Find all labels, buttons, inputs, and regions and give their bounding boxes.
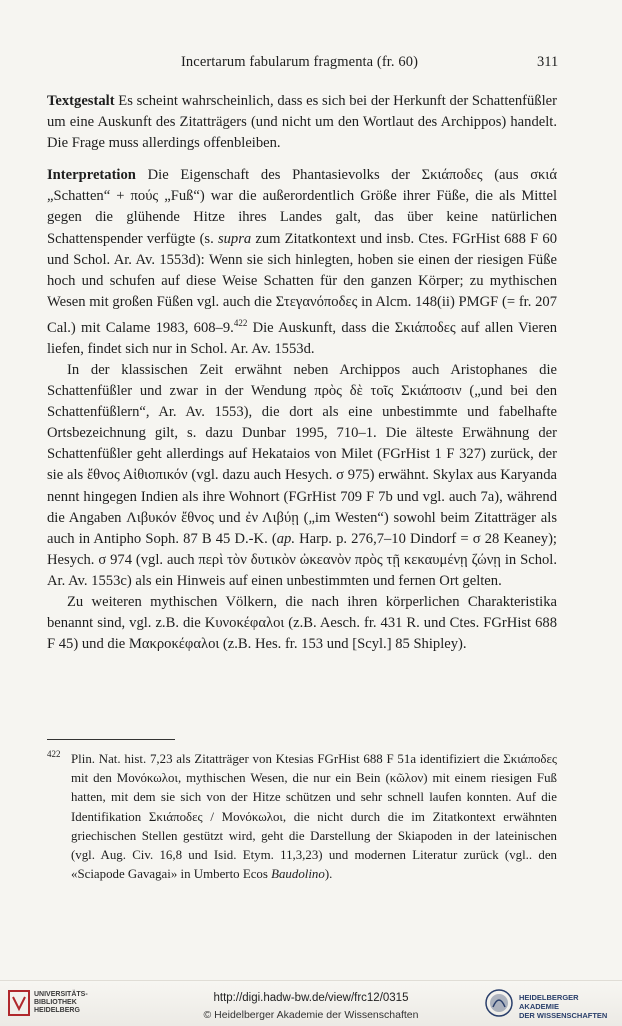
footnote-ref[interactable]: 422	[233, 317, 248, 328]
interpretation-text-a: Die Eigenschaft des Phantasievolks der Σκιάποδες (aus σκιά „Schatten“ + πούς „Fuß“) war die außerordentlich Größe ihrer Füße, die als Mittel gegen die glühende Hitze ihres Landes galt, das über keine natürlichen Schattenspender verfügte (s.	[47, 167, 557, 247]
academy-name[interactable]	[519, 993, 619, 1020]
paragraph-interpretation-1	[47, 165, 557, 360]
footnote-italic-title: Baudolino	[271, 867, 325, 882]
page-number: 311	[537, 54, 559, 70]
copyright: © Heidelberger Akademie der Wissenschaften	[203, 1009, 419, 1021]
footnote-number: 422	[47, 749, 61, 759]
library-line-2: BIBLIOTHEK	[34, 999, 77, 1006]
interpretation-text-c: Die Auskunft, dass die Σκιάποδες auf allen Vieren liefen, findet sich nur in Schol. Ar. Av. 1553d.	[47, 319, 557, 357]
section-heading-textgestalt: Textgestalt	[47, 93, 115, 109]
viewer-footer	[0, 980, 622, 1026]
library-line-1: UNIVERSITÄTS-	[34, 991, 88, 998]
footnote-divider	[47, 739, 175, 740]
running-head	[0, 54, 622, 74]
interpretation-text-b: zum Zitatkontext und insb. Ctes. FGrHist 688 F 60 und Schol. Ar. Av. 1553d): Wenn sie sich hinlegten, hoben sie einen der riesigen Füße hoch und schufen auf diese Weise Schatten für den ganzen Körper; zu mythischen Wesen mit großen Füßen vgl. auch die Στεγανόποδες in Alcm. 148(ii) PMGF (= fr. 207 Cal.) mit Calame 1983, 608–9.	[47, 230, 557, 336]
academy-line-1: HEIDELBERGER AKADEMIE	[519, 993, 579, 1011]
permalink[interactable]: http://digi.hadw-bw.de/view/frc12/0315	[213, 992, 409, 1004]
paragraph-interpretation-3: Zu weiteren mythischen Völkern, die nach ihren körperlichen Charakteristika benannt sind, vgl. z.B. die Κυνοκέφαλοι (z.B. Aesch. fr. 431 R. und Ctes. FGrHist 688 F 45) und die Μακροκέφαλοι (z.B. Hes. fr. 153 und [Scyl.] 85 Shipley).	[47, 594, 557, 653]
footnote-text	[71, 750, 557, 884]
paragraph-textgestalt	[47, 91, 557, 154]
footnote	[47, 750, 557, 884]
academy-logo-icon[interactable]	[484, 987, 514, 1019]
paragraph-interpretation-2	[47, 360, 557, 592]
main-text	[47, 91, 557, 655]
footnote-text-b: ).	[324, 867, 333, 882]
running-title: Incertarum fabularum fragmenta (fr. 60)	[181, 54, 418, 70]
ap-italic: ap.	[276, 530, 295, 547]
textgestalt-text: Es scheint wahrscheinlich, dass es sich bei der Herkunft der Schattenfüßler um eine Auskunft des Zitatträgers (und nicht um den Wortlaut des Archippos) handelt. Die Frage muss allerdings offenbleiben.	[47, 93, 557, 152]
supra-italic: supra	[217, 230, 252, 247]
footnote-text-a: Plin. Nat. hist. 7,23 als Zitatträger von Ktesias FGrHist 688 F 51a identifiziert die Σκιάποδες mit den Μονόκωλοι, mythischen Wesen, die nur ein Bein (κῶλον) mit einem riesigen Fuß hatten, mit dem sie sich von der Hitze schützen und sehr schnell laufen konnten. Auf die Identifikation Σκιάποδες / Μονόκωλοι, die nicht durch die im Zitatkontext erwähnten griechischen Stellen gestützt wird, geht die Darstellung der Skiapoden in der lateinischen (vgl. Aug. Civ. 16,8 und Isid. Etym. 11,3,23) und modernen Literatur zurück (vgl.. den «Sciapode Gavagai» in Umberto Ecos	[71, 752, 557, 882]
library-line-3: HEIDELBERG	[34, 1007, 80, 1014]
interpretation-p2-text-a: In der klassischen Zeit erwähnt neben Archippos auch Aristophanes die Schattenfüßler und zwar in der Wendung πρὸς δὲ τοῖς Σκιάποσιν („und bei den Schattenfüßlern“, Ar. Av. 1553), die dort als eine unbestimmte und fabelhafte Ortsbezeichnung gilt, s. dazu Dunbar 1995, 710–1. Die älteste Erwähnung der Schattenfüßler geht allerdings auf Hekataios von Milet (FGrHist 1 F 327) zurück, der sie als ἔθνος Αἰθιοπικόν (vgl. dazu auch Hesych. σ 975) erwähnt. Skylax aus Karyanda nennt hingegen Indien als ihre Wohnort (FGrHist 709 F 7b und vgl. auch 7a), während die Angaben Λιβυκόν ἔθνος und ἐν Λιβύῃ („im Westen“) sowohl beim Zitatträger als auch in Antipho Soph. 87 B 45 D.-K. (	[47, 361, 557, 547]
academy-line-2: DER WISSENSCHAFTEN	[519, 1011, 608, 1020]
interpretation-p2-text-b: Harp. p. 276,7–10 Dindorf = σ 28 Keaney); Hesych. σ 974 (vgl. auch περὶ τὸν δυτικὸν ὠκεανὸν πρὸς τῇ κεκαυμένῃ ζώνῃ in Schol. Ar. Av. 1553c) als ein Hinweis auf einen unbestimmten und fernen Ort gelten.	[47, 530, 557, 589]
section-heading-interpretation: Interpretation	[47, 167, 136, 184]
